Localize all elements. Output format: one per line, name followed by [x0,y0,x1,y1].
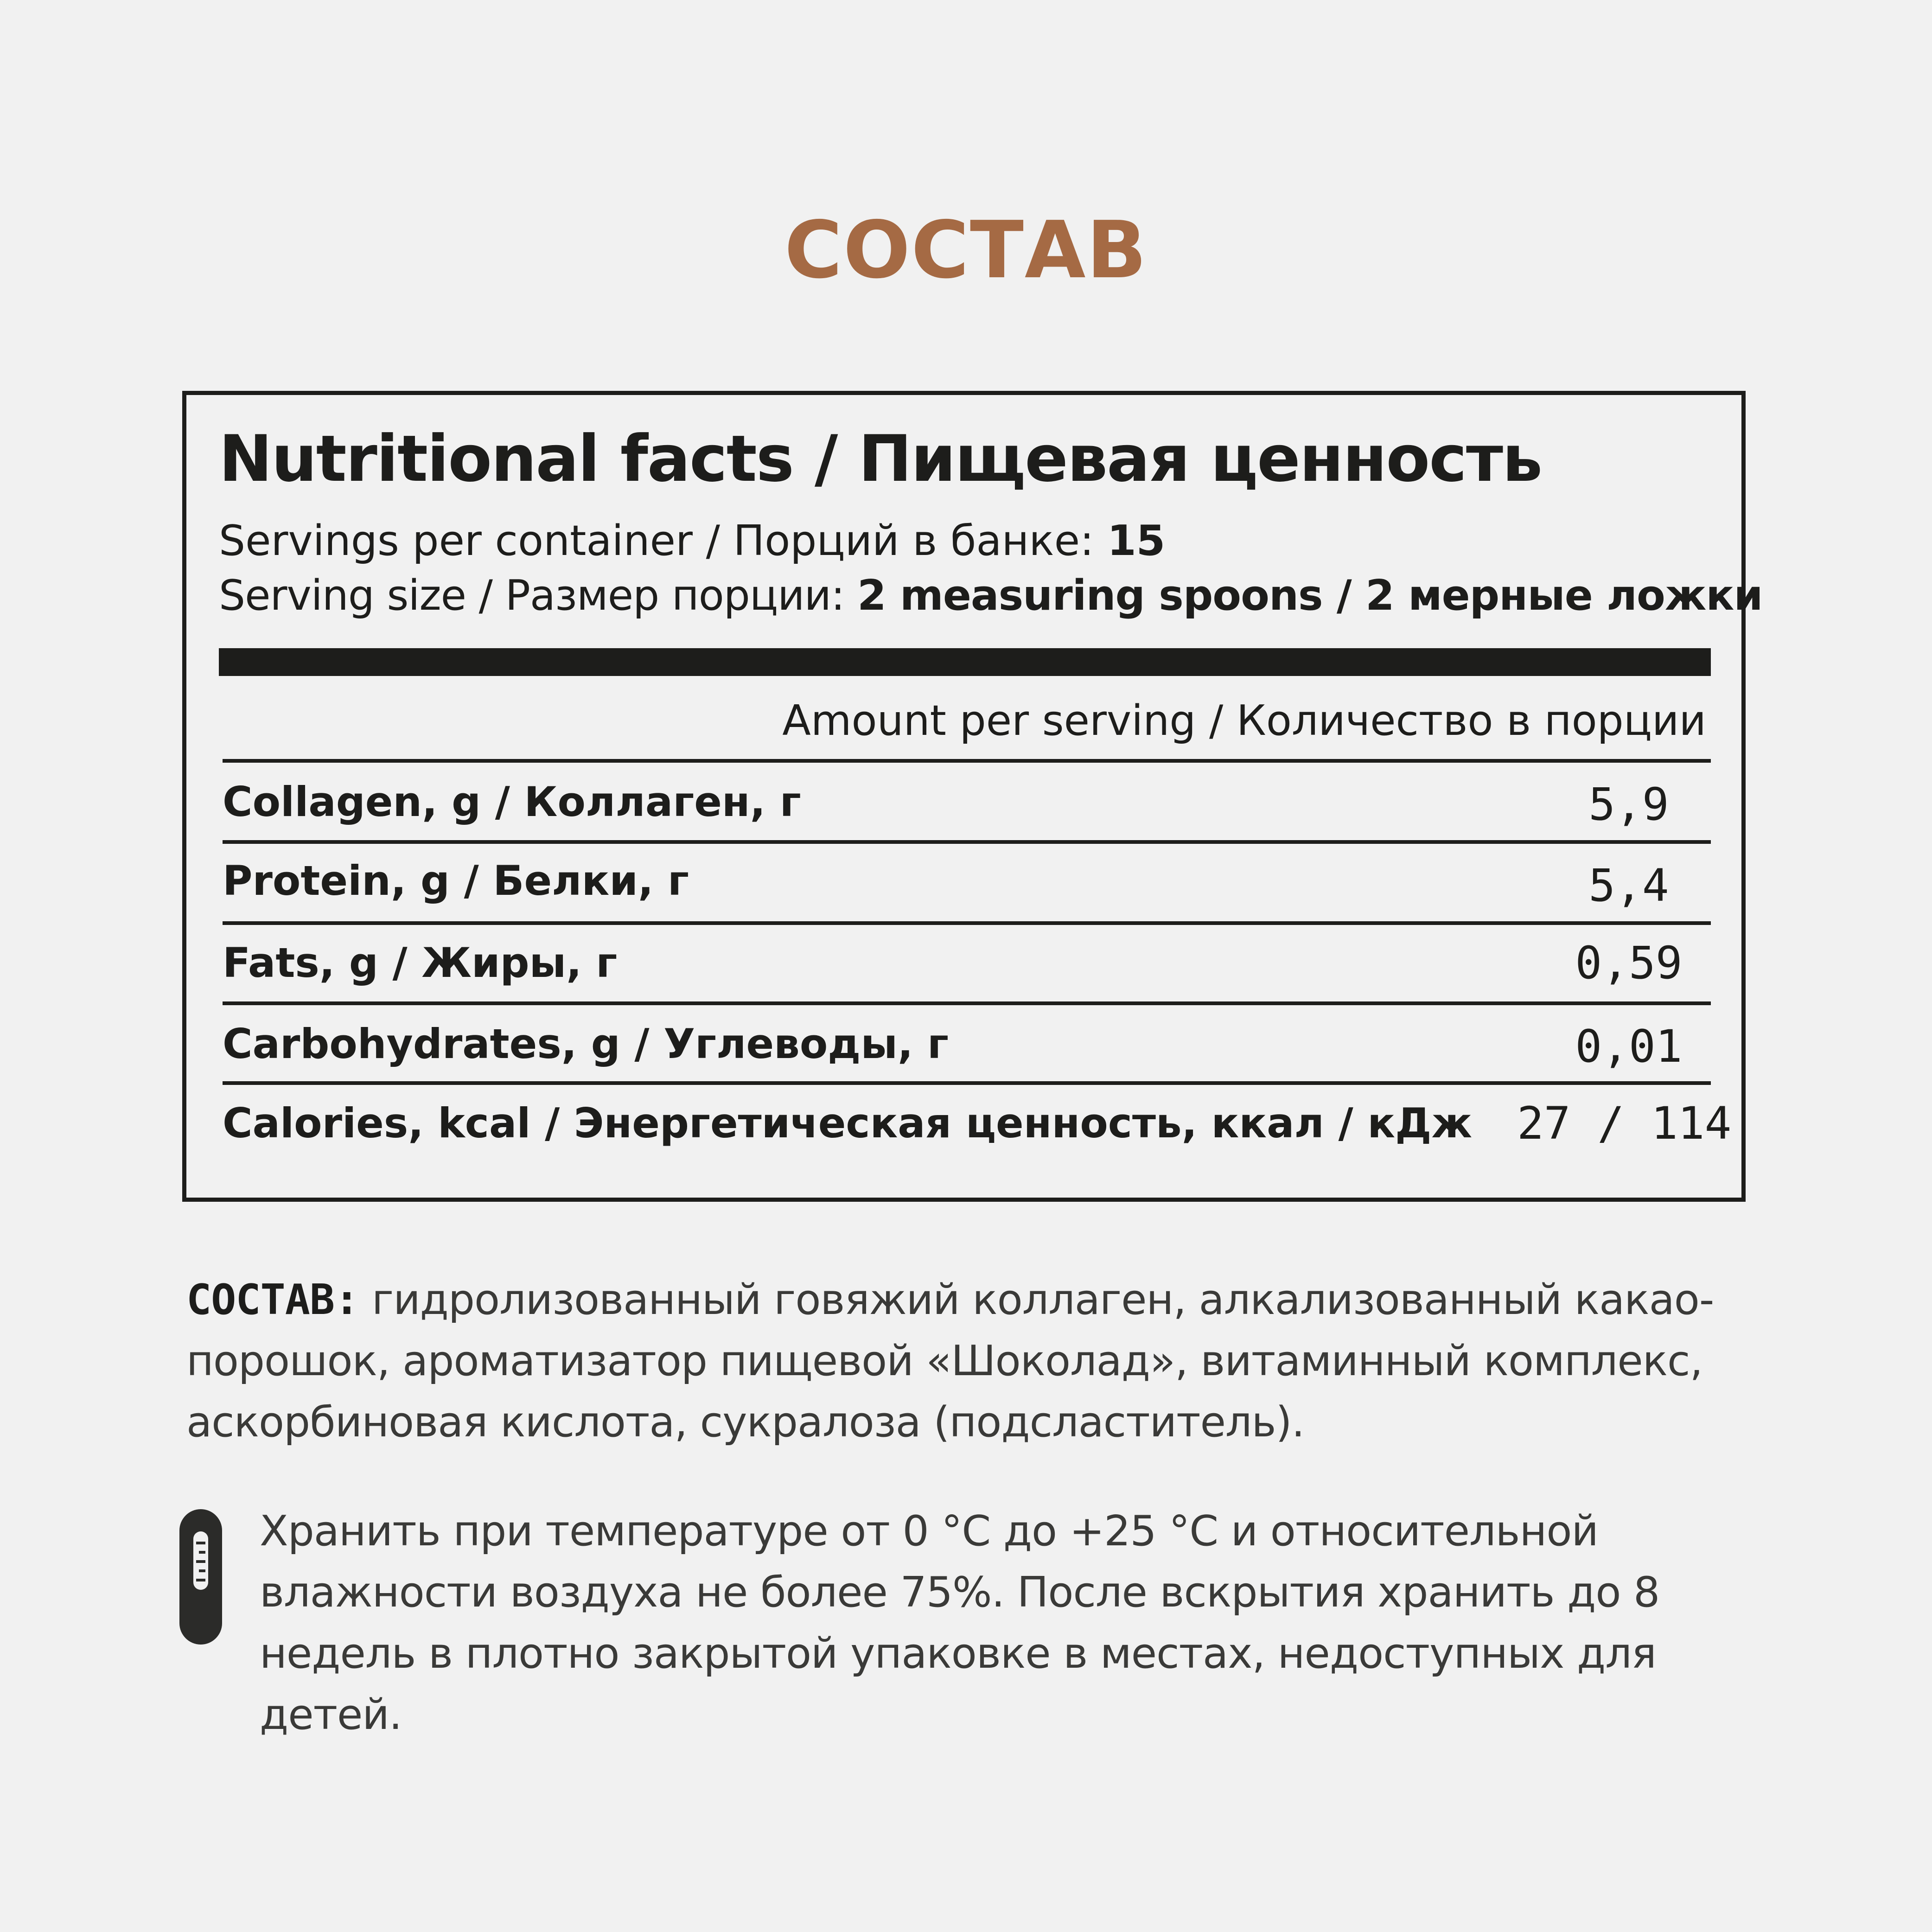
storage-instructions: Хранить при температуре от 0 °С до +25 °С и относительной влажности воздуха не более 75%. После вскрытия хранить до 8 недель в плотно закрытой упаковке в местах, недоступных для детей. [260,1507,1660,1739]
serving-size-label: Serving size / Размер порции: [219,571,858,620]
ingredients-text: гидролизованный говяжий коллаген, алкализованный какао-порошок, ароматизатор пищевой «Шоколад», витаминный комплекс, аскорбиновая кислота, сукралоза (подсластитель). [186,1275,1714,1447]
nutrient-label-protein: Protein, g / Белки, г [223,857,689,905]
thick-divider [219,648,1711,676]
row-divider [223,1081,1711,1085]
row-divider [223,1001,1711,1005]
row-divider [223,759,1711,763]
page-title: СОСТАВ [784,204,1148,296]
nutrient-value-calories: 27 / 114 [1517,1097,1732,1149]
amount-per-serving-header: Amount per serving / Количество в порции [782,696,1706,745]
servings-per-container [219,516,1165,567]
nutrient-label-carbohydrates: Carbohydrates, g / Углеводы, г [223,1020,949,1068]
nutrient-label-collagen: Collagen, g / Коллаген, г [223,778,801,826]
row-divider [223,840,1711,844]
servings-label: Servings per container / Порций в банке: [219,516,1108,565]
ingredients-paragraph [186,1269,1753,1453]
nutrition-heading: Nutritional facts / Пищевая ценность [219,421,1542,496]
servings-value: 15 [1107,516,1166,565]
nutrient-value-collagen: 5,9 [1588,778,1669,830]
nutrient-value-carbohydrates: 0,01 [1575,1020,1683,1072]
row-divider [223,921,1711,925]
nutrient-value-protein: 5,4 [1588,860,1669,912]
ingredients-label: СОСТАВ: [186,1275,359,1324]
nutrient-value-fats: 0,59 [1575,937,1683,989]
thermometer-icon [178,1507,224,1646]
nutrient-label-fats: Fats, g / Жиры, г [223,939,618,987]
serving-size-value: 2 measuring spoons / 2 мерные ложки [857,571,1763,620]
nutrient-label-calories: Calories, kcal / Энергетическая ценность, ккал / кДж [223,1099,1473,1147]
serving-size [219,570,1763,621]
